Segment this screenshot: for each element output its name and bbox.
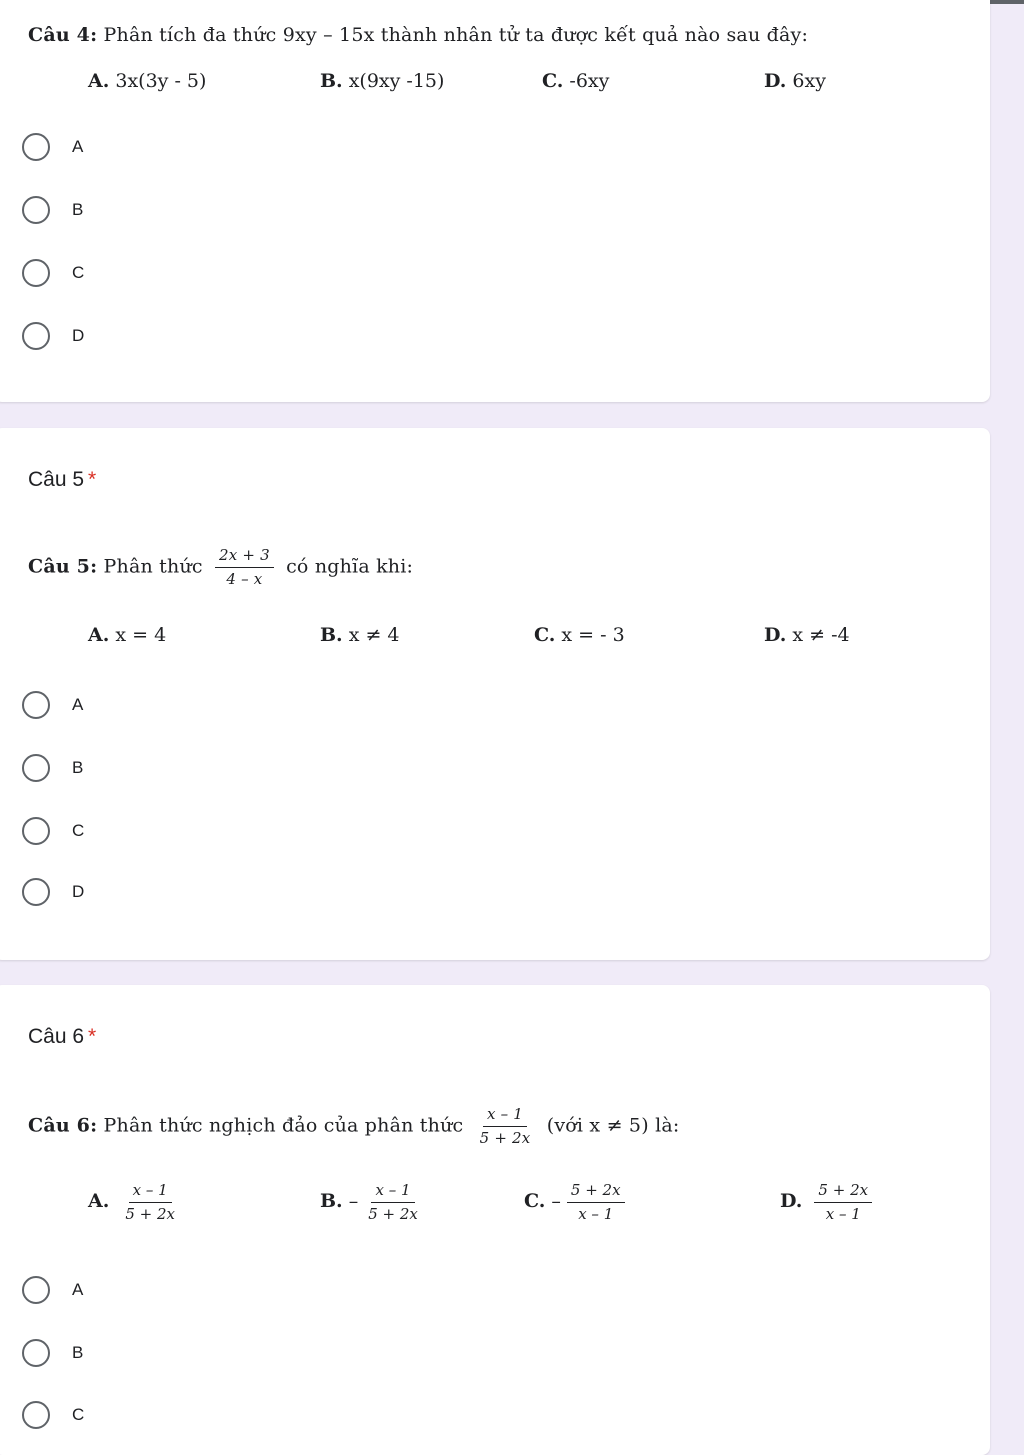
q4-radio-option-a[interactable]: A bbox=[22, 127, 83, 167]
question-5-stem: Câu 5: Phân thức $\frac{2x + 3}{4 - x}$ có nghĩa khi: bbox=[28, 546, 414, 588]
question-card-5 bbox=[0, 428, 990, 960]
q5-choice-b: B. x ≠ 4 bbox=[320, 624, 400, 646]
q6-radio-option-c[interactable]: C bbox=[22, 1395, 84, 1435]
question-6-stem: Câu 6: Phân thức nghịch đảo của phân thức $\frac{x - 1}{5 + 2x}$ (với x ≠ 5) là: bbox=[28, 1105, 680, 1147]
radio-circle-icon[interactable] bbox=[22, 1276, 50, 1304]
question-card-6 bbox=[0, 985, 990, 1455]
required-asterisk: * bbox=[88, 1025, 97, 1048]
q4-choice-a: A. 3x(3y - 5) bbox=[88, 70, 207, 92]
q4-choice-b: B. x(9xy -15) bbox=[320, 70, 445, 92]
radio-circle-icon[interactable] bbox=[22, 322, 50, 350]
q6-radio-option-b[interactable]: B bbox=[22, 1333, 83, 1373]
q5-radio-option-a[interactable]: A bbox=[22, 685, 83, 725]
required-asterisk: * bbox=[88, 468, 97, 491]
radio-circle-icon[interactable] bbox=[22, 133, 50, 161]
radio-circle-icon[interactable] bbox=[22, 1339, 50, 1367]
q6-stem-fraction: $\frac{x - 1}{5 + 2x}$ bbox=[479, 1105, 531, 1147]
q6-choice-c: C. – $\frac{5 + 2x}{x - 1}$ bbox=[524, 1181, 631, 1224]
q5-radio-option-b[interactable]: B bbox=[22, 748, 83, 788]
q6-radio-option-a[interactable]: A bbox=[22, 1270, 83, 1310]
q4-radio-option-b[interactable]: B bbox=[22, 190, 83, 230]
q5-stem-fraction: $\frac{2x + 3}{4 - x}$ bbox=[215, 546, 274, 589]
radio-circle-icon[interactable] bbox=[22, 817, 50, 845]
q5-radio-option-d[interactable]: D bbox=[22, 872, 84, 912]
q5-radio-option-c[interactable]: C bbox=[22, 811, 84, 851]
question-5-title: Câu 5 * bbox=[28, 468, 97, 491]
radio-circle-icon[interactable] bbox=[22, 1401, 50, 1429]
question-card-4 bbox=[0, 0, 990, 402]
question-6-title: Câu 6 * bbox=[28, 1025, 97, 1048]
q5-choice-a: A. x = 4 bbox=[88, 624, 167, 646]
q5-choice-d: D. x ≠ -4 bbox=[764, 624, 850, 646]
radio-circle-icon[interactable] bbox=[22, 691, 50, 719]
q6-choice-b: B. – $\frac{x - 1}{5 + 2x}$ bbox=[320, 1181, 418, 1223]
q4-radio-option-c[interactable]: C bbox=[22, 253, 84, 293]
q4-radio-option-d[interactable]: D bbox=[22, 316, 84, 356]
q4-choice-c: C. -6xy bbox=[542, 70, 610, 92]
q5-choice-c: C. x = - 3 bbox=[534, 624, 625, 646]
q4-choice-d: D. 6xy bbox=[764, 70, 826, 92]
radio-circle-icon[interactable] bbox=[22, 196, 50, 224]
question-4-stem: Câu 4: Phân tích đa thức 9xy – 15x thành nhân tử ta được kết quả nào sau đây: bbox=[28, 24, 809, 46]
radio-circle-icon[interactable] bbox=[22, 754, 50, 782]
radio-circle-icon[interactable] bbox=[22, 878, 50, 906]
q6-choice-a: A. $\frac{x - 1}{5 + 2x}$ bbox=[88, 1181, 176, 1223]
radio-circle-icon[interactable] bbox=[22, 259, 50, 287]
q6-choice-d: D. $\frac{5 + 2x}{x - 1}$ bbox=[780, 1181, 878, 1224]
